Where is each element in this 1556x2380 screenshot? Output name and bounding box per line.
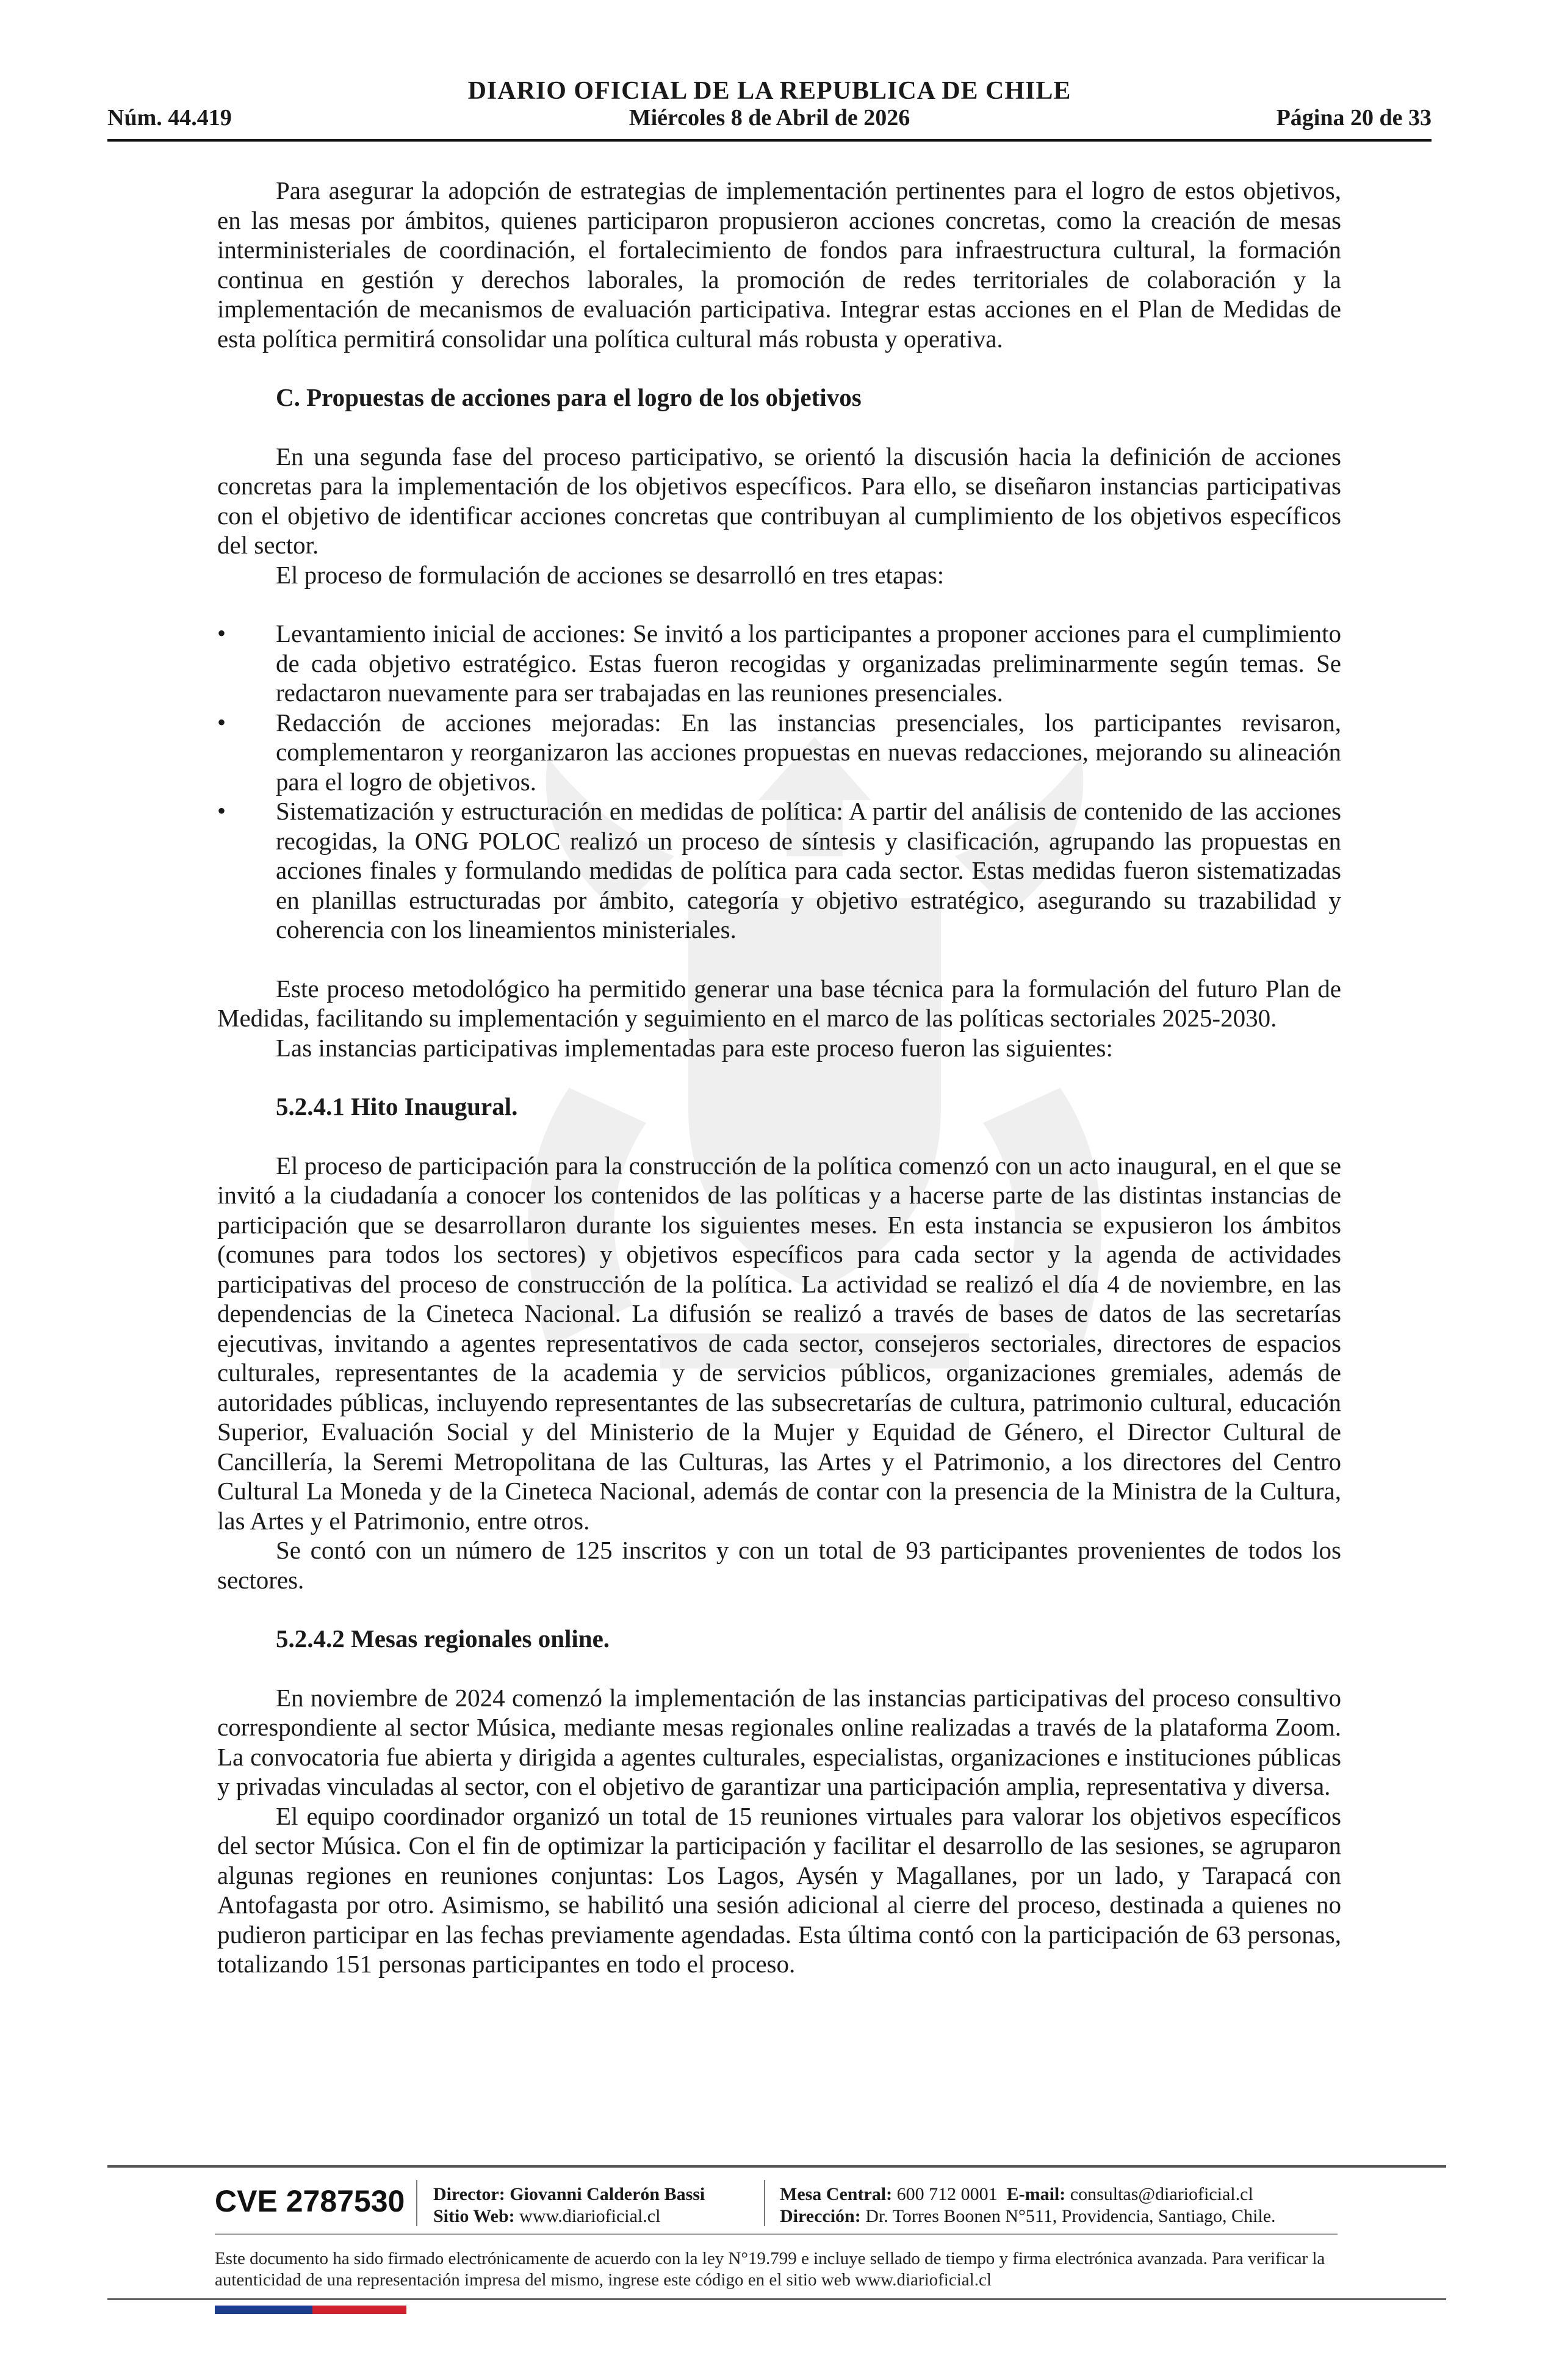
footer-divider (107, 2165, 1446, 2168)
header-divider (107, 139, 1432, 142)
footer-divider (107, 2298, 1446, 2300)
email-link[interactable]: consultas@diarioficial.cl (1070, 2184, 1253, 2204)
paragraph: El proceso de formulación de acciones se desarrolló en tres etapas: (276, 560, 945, 589)
paragraph: El proceso de participación para la construcción de la política comenzó con un acto inaugural, en el que se invitó a la ciudadanía a conocer los contenidos de las políticas y a hacerse parte de las distintas instancias de participación que se desarrollaron durante los siguientes meses. En esta instancia se expusieron los ámbitos (comunes para todos los sectores) y objetivos específicos para cada sector y la agenda de actividades participativas del proceso de construcción de la política. La actividad se realizó el día 4 de noviembre, en las dependencias de la Cineteca Nacional. La difusión se realizó a través de bases de datos de las secretarías ejecutivas, invitando a agentes representativos de cada sector, consejeros sectoriales, directores de espacios culturales, representantes de la academia y de servicios públicos, organizaciones gremiales, además de autoridades públicas, incluyendo representantes de las subsecretarías de cultura, patrimonio cultural, educación Superior, Evaluación Social y del Ministerio de la Mujer y Equidad de Género, el Director Cultural de Cancillería, la Seremi Metropolitana de las Culturas, las Artes y el Patrimonio, a los directores del Centro Cultural La Moneda y de la Cineteca Nacional, además de contar con la presencia de la Ministra de la Cultura, las Artes y el Patrimonio, entre otros. (217, 1151, 1341, 1535)
footer-contact-block: Mesa Central: 600 712 0001 E-mail: consultas@diarioficial.cl Dirección: Dr. Torres Boonen N°511, Providencia, Santiago, Chile. (780, 2184, 1276, 2226)
website-link[interactable]: www.diarioficial.cl (519, 2206, 661, 2226)
paragraph: El equipo coordinador organizó un total de 15 reuniones virtuales para valorar los objetivos específicos del sector Música. Con el fin de optimizar la participación y facilitar el desarrollo de las sesiones, se agruparon algunas regiones en reuniones conjuntas: Los Lagos, Aysén y Magallanes, por un lado, y Tarapacá con Antofagasta por otro. Asimismo, se habilitó una sesión adicional al cierre del proceso, destinada a quienes no pudieron participar en las fechas previamente agendadas. Esta última contó con la participación de 63 personas, totalizando 151 personas participantes en todo el proceso. (217, 1801, 1341, 1978)
section-heading: C. Propuestas de acciones para el logro de los objetivos (276, 383, 862, 411)
footer-separator (764, 2180, 765, 2226)
footer-director-block: Director: Giovanni Calderón Bassi Sitio Web: www.diarioficial.cl (433, 2184, 705, 2226)
paragraph: Se contó con un número de 125 inscritos y con un total de 93 participantes provenientes de todos los sectores. (217, 1536, 1341, 1594)
paragraph: En una segunda fase del proceso participativo, se orientó la discusión hacia la definición de acciones concretas para la implementación de los objetivos específicos. Para ello, se diseñaron instancias participativas con el objetivo de identificar acciones concretas que contribuyan al cumplimiento de los objetivos específicos del sector. (217, 442, 1341, 559)
footer-separator (416, 2180, 417, 2226)
bullet-icon: • (217, 708, 226, 736)
phone-number: 600 712 0001 (896, 2184, 998, 2204)
director-name: Giovanni Calderón Bassi (510, 2184, 705, 2204)
newspaper-title: DIARIO OFICIAL DE LA REPUBLICA DE CHILE (467, 77, 1072, 105)
list-item: • Levantamiento inicial de acciones: Se invitó a los participantes a proponer acciones para el cumplimiento de cada objetivo estratégico. Estas fueron recogidas y organizadas preliminarmente según temas. Se redactaron nuevamente para ser trabajadas en las reuniones presenciales. (217, 619, 1341, 707)
page-number: Página 20 de 33 (1276, 105, 1432, 131)
legal-notice: Este documento ha sido firmado electrónicamente de acuerdo con la ley N°19.799 e incluye sellado de tiempo y firma electrónica avanzada. Para verificar la autenticidad de una representación impresa del mismo, ingrese este código en el sitio web www.diarioficial.cl (215, 2249, 1325, 2290)
paragraph: En noviembre de 2024 comenzó la implementación de las instancias participativas del proceso consultivo correspondiente al sector Música, mediante mesas regionales online realizadas a través de la plataforma Zoom. La convocatoria fue abierta y dirigida a agentes culturales, especialistas, organizaciones e instituciones públicas y privadas vinculadas al sector, con el objetivo de garantizar una participación amplia, representativa y diversa. (217, 1683, 1341, 1800)
footer-divider (215, 2234, 1338, 2235)
section-heading: 5.2.4.1 Hito Inaugural. (276, 1092, 518, 1120)
page-header (107, 76, 1432, 143)
paragraph: Este proceso metodológico ha permitido generar una base técnica para la formulación del futuro Plan de Medidas, facilitando su implementación y seguimiento en el marco de las políticas sectoriales 2025-2030. (217, 974, 1341, 1032)
list-item: • Sistematización y estructuración en medidas de política: A partir del análisis de contenido de las acciones recogidas, la ONG POLOC realizó un proceso de síntesis y clasificación, agrupando las propuestas en acciones finales y formulando medidas de política para cada sector. Estas medidas fueron sistematizadas en planillas estructuradas por ámbito, categoría y objetivo estratégico, asegurando su trazabilidad y coherencia con los lineamientos ministeriales. (217, 797, 1341, 943)
address: Dr. Torres Boonen N°511, Providencia, Santiago, Chile. (865, 2206, 1276, 2226)
section-heading: 5.2.4.2 Mesas regionales online. (276, 1625, 610, 1653)
paragraph: Las instancias participativas implementadas para este proceso fueron las siguientes: (276, 1033, 1113, 1062)
paragraph: Para asegurar la adopción de estrategias de implementación pertinentes para el logro de estos objetivos, en las mesas por ámbitos, quienes participaron propusieron acciones concretas, como la creación de mesas interministeriales de coordinación, el fortalecimiento de fondos para infraestructura cultural, la formación continua en gestión y derechos laborales, la promoción de redes territoriales de colaboración y la implementación de mecanismos de evaluación participativa. Integrar estas acciones en el Plan de Medidas de esta política permitirá consolidar una política cultural más robusta y operativa. (217, 176, 1341, 353)
flag-stripe-red (312, 2306, 406, 2314)
bullet-icon: • (217, 619, 226, 647)
issue-date: Miércoles 8 de Abril de 2026 (629, 105, 910, 131)
document-body (217, 176, 1341, 1979)
bullet-list (217, 619, 1341, 945)
cve-code: CVE 2787530 (215, 2184, 405, 2218)
bullet-icon: • (217, 797, 226, 824)
issue-number: Núm. 44.419 (107, 105, 232, 131)
flag-stripe-blue (215, 2306, 312, 2314)
list-item: • Redacción de acciones mejoradas: En las instancias presenciales, los participantes revisaron, complementaron y reorganizaron las acciones propuestas en nuevas redacciones, mejorando su alineación para el logro de objetivos. (217, 708, 1341, 796)
